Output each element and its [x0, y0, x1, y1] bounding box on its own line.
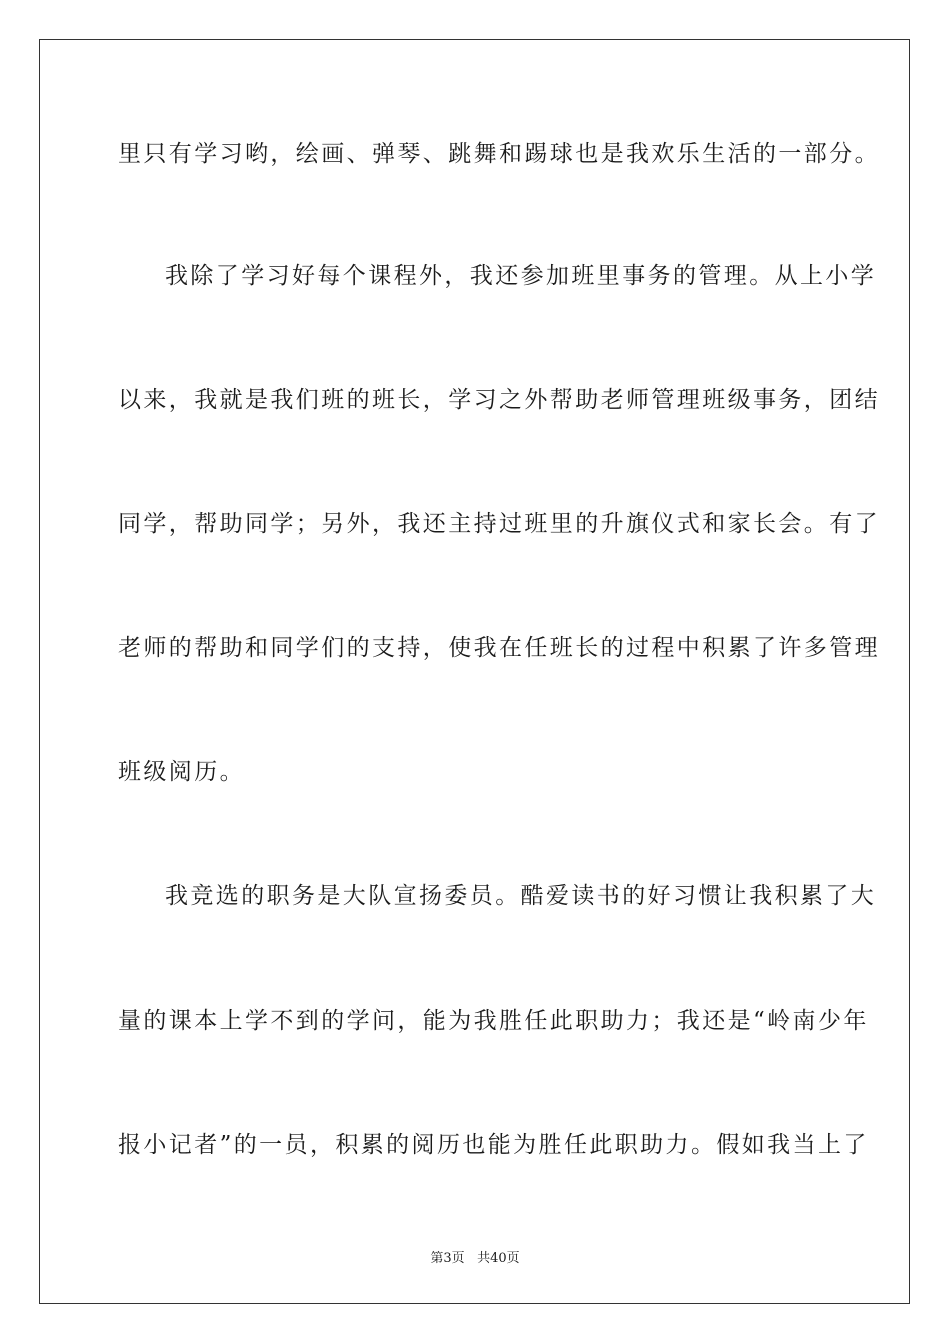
page-border — [39, 39, 910, 1304]
text-line-2: 我除了学习好每个课程外，我还参加班里事务的管理。从上小学 — [165, 263, 877, 289]
text-line-3: 以来，我就是我们班的班长，学习之外帮助老师管理班级事务，团结 — [118, 387, 880, 413]
page-number: 第3页 — [430, 1251, 465, 1266]
page-total: 共40页 — [477, 1251, 520, 1266]
text-line-5: 老师的帮助和同学们的支持，使我在任班长的过程中积累了许多管理 — [118, 635, 880, 661]
page-footer — [0, 1247, 950, 1266]
text-line-8: 量的课本上学不到的学问，能为我胜任此职助力；我还是“岭南少年 — [118, 1008, 869, 1034]
text-line-1: 里只有学习哟，绘画、弹琴、跳舞和踢球也是我欢乐生活的一部分。 — [118, 141, 880, 167]
text-line-4: 同学，帮助同学；另外，我还主持过班里的升旗仪式和家长会。有了 — [118, 511, 880, 537]
text-line-7: 我竞选的职务是大队宣扬委员。酷爱读书的好习惯让我积累了大 — [165, 883, 877, 909]
text-line-9: 报小记者”的一员，积累的阅历也能为胜任此职助力。假如我当上了 — [118, 1132, 869, 1158]
text-line-6: 班级阅历。 — [118, 759, 245, 785]
